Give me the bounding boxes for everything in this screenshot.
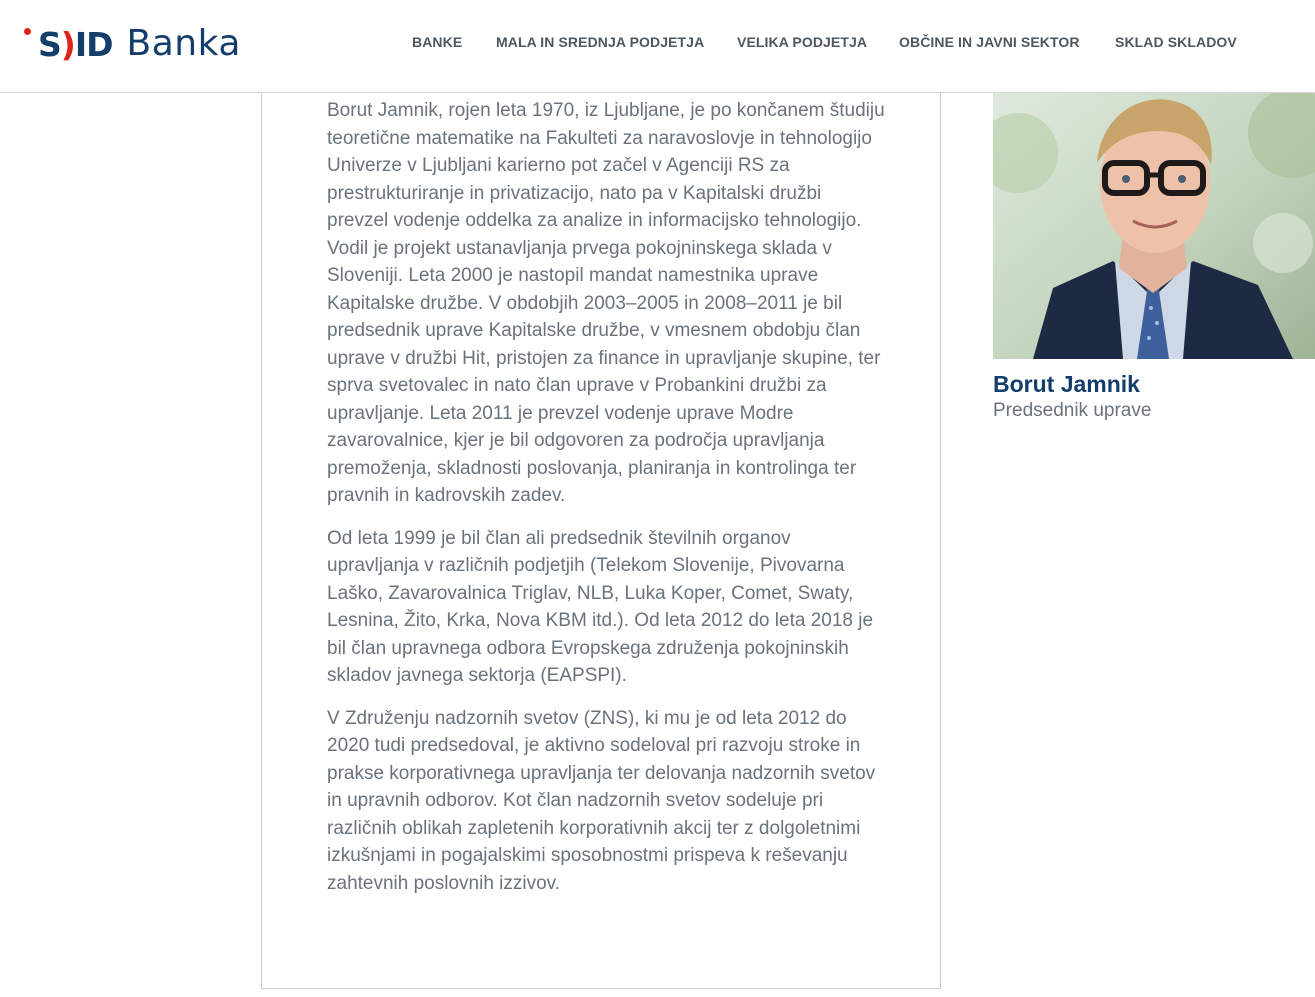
portrait-photo — [993, 93, 1315, 359]
nav-item-obcine-in-javni-sektor[interactable]: OBČINE IN JAVNI SEKTOR — [899, 34, 1080, 50]
logo-wordmark: Banka — [126, 23, 241, 64]
main-navigation — [0, 34, 1315, 54]
nav-item-sklad-skladov[interactable]: SKLAD SKLADOV — [1115, 34, 1237, 50]
person-role: Predsednik uprave — [993, 400, 1152, 421]
nav-item-mala-in-srednja-podjetja[interactable]: MALA IN SREDNJA PODJETJA — [496, 34, 705, 50]
bio-paragraph: V Združenju nadzornih svetov (ZNS), ki mu je od leta 2012 do 2020 tudi predsedoval, je aktivno sodeloval pri razvoju stroke in prakse korporativnega upravljanja ter delovanja nadzornih svetov in upravnih odborov. Kot član nadzornih svetov sodeluje pri različnih oblikah zapletenih korporativnih akcij ter z dolgoletnimi izkušnjami in pogajalskimi sposobnostmi prispeva k reševanju zahtevnih poslovnih izzivov. — [327, 707, 876, 894]
profile-card — [993, 93, 1315, 423]
logo-mark: S)ID — [38, 24, 113, 64]
bio-paragraph: Borut Jamnik, rojen leta 1970, iz Ljubljane, je po končanem študiju teoretične matematike na Fakulteti za naravoslovje in tehnologijo Univerze v Ljubljani karierno pot začel v Agenciji RS za prestrukturiranje in privatizacijo, nato pa v Kapitalski družbi prevzel vodenje oddelka za analize in informacijsko tehnologijo. Vodil je projekt ustanavljanja prvega pokojninskega sklada v Sloveniji. Leta 2000 je nastopil mandat namestnika uprave Kapitalske družbe. V obdobjih 2003–2005 in 2008–2011 je bil predsednik uprave Kapitalske družbe, v vmesnem obdobju član uprave v družbi Hit, pristojen za finance in upravljanje skupine, ter sprva svetovalec in nato član uprave v Probankini družbi za upravljanje. Leta 2011 je prevzel vodenje uprave Modre zavarovalnice, kjer je bil odgovoren za področja upravljanja premoženja, skladnosti poslovanja, planiranja in kontrolinga ter pravnih in kadrovskih zadev. — [327, 100, 885, 506]
bio-paragraph: Od leta 1999 je bil član ali predsednik številnih organov upravljanja v različnih podjetjih (Telekom Slovenije, Pivovarna Laško, Zavarovalnica Triglav, NLB, Luka Koper, Comet, Swaty, Lesnina, Žito, Krka, Nova KBM itd.). Od leta 2012 do leta 2018 je bil član upravnega odbora Evropskega združenja pokojninskih skladov javnega sektorja (EAPSPI). — [327, 527, 874, 686]
logo-mark-left: S — [38, 24, 61, 64]
person-name: Borut Jamnik — [993, 371, 1140, 397]
nav-item-velika-podjetja[interactable]: VELIKA PODJETJA — [737, 34, 868, 50]
site-header — [0, 0, 1315, 93]
nav-item-banke[interactable]: BANKE — [412, 34, 463, 50]
bio-panel — [261, 93, 941, 989]
bio-text — [327, 97, 887, 912]
logo-mark-right: ID — [74, 24, 113, 64]
